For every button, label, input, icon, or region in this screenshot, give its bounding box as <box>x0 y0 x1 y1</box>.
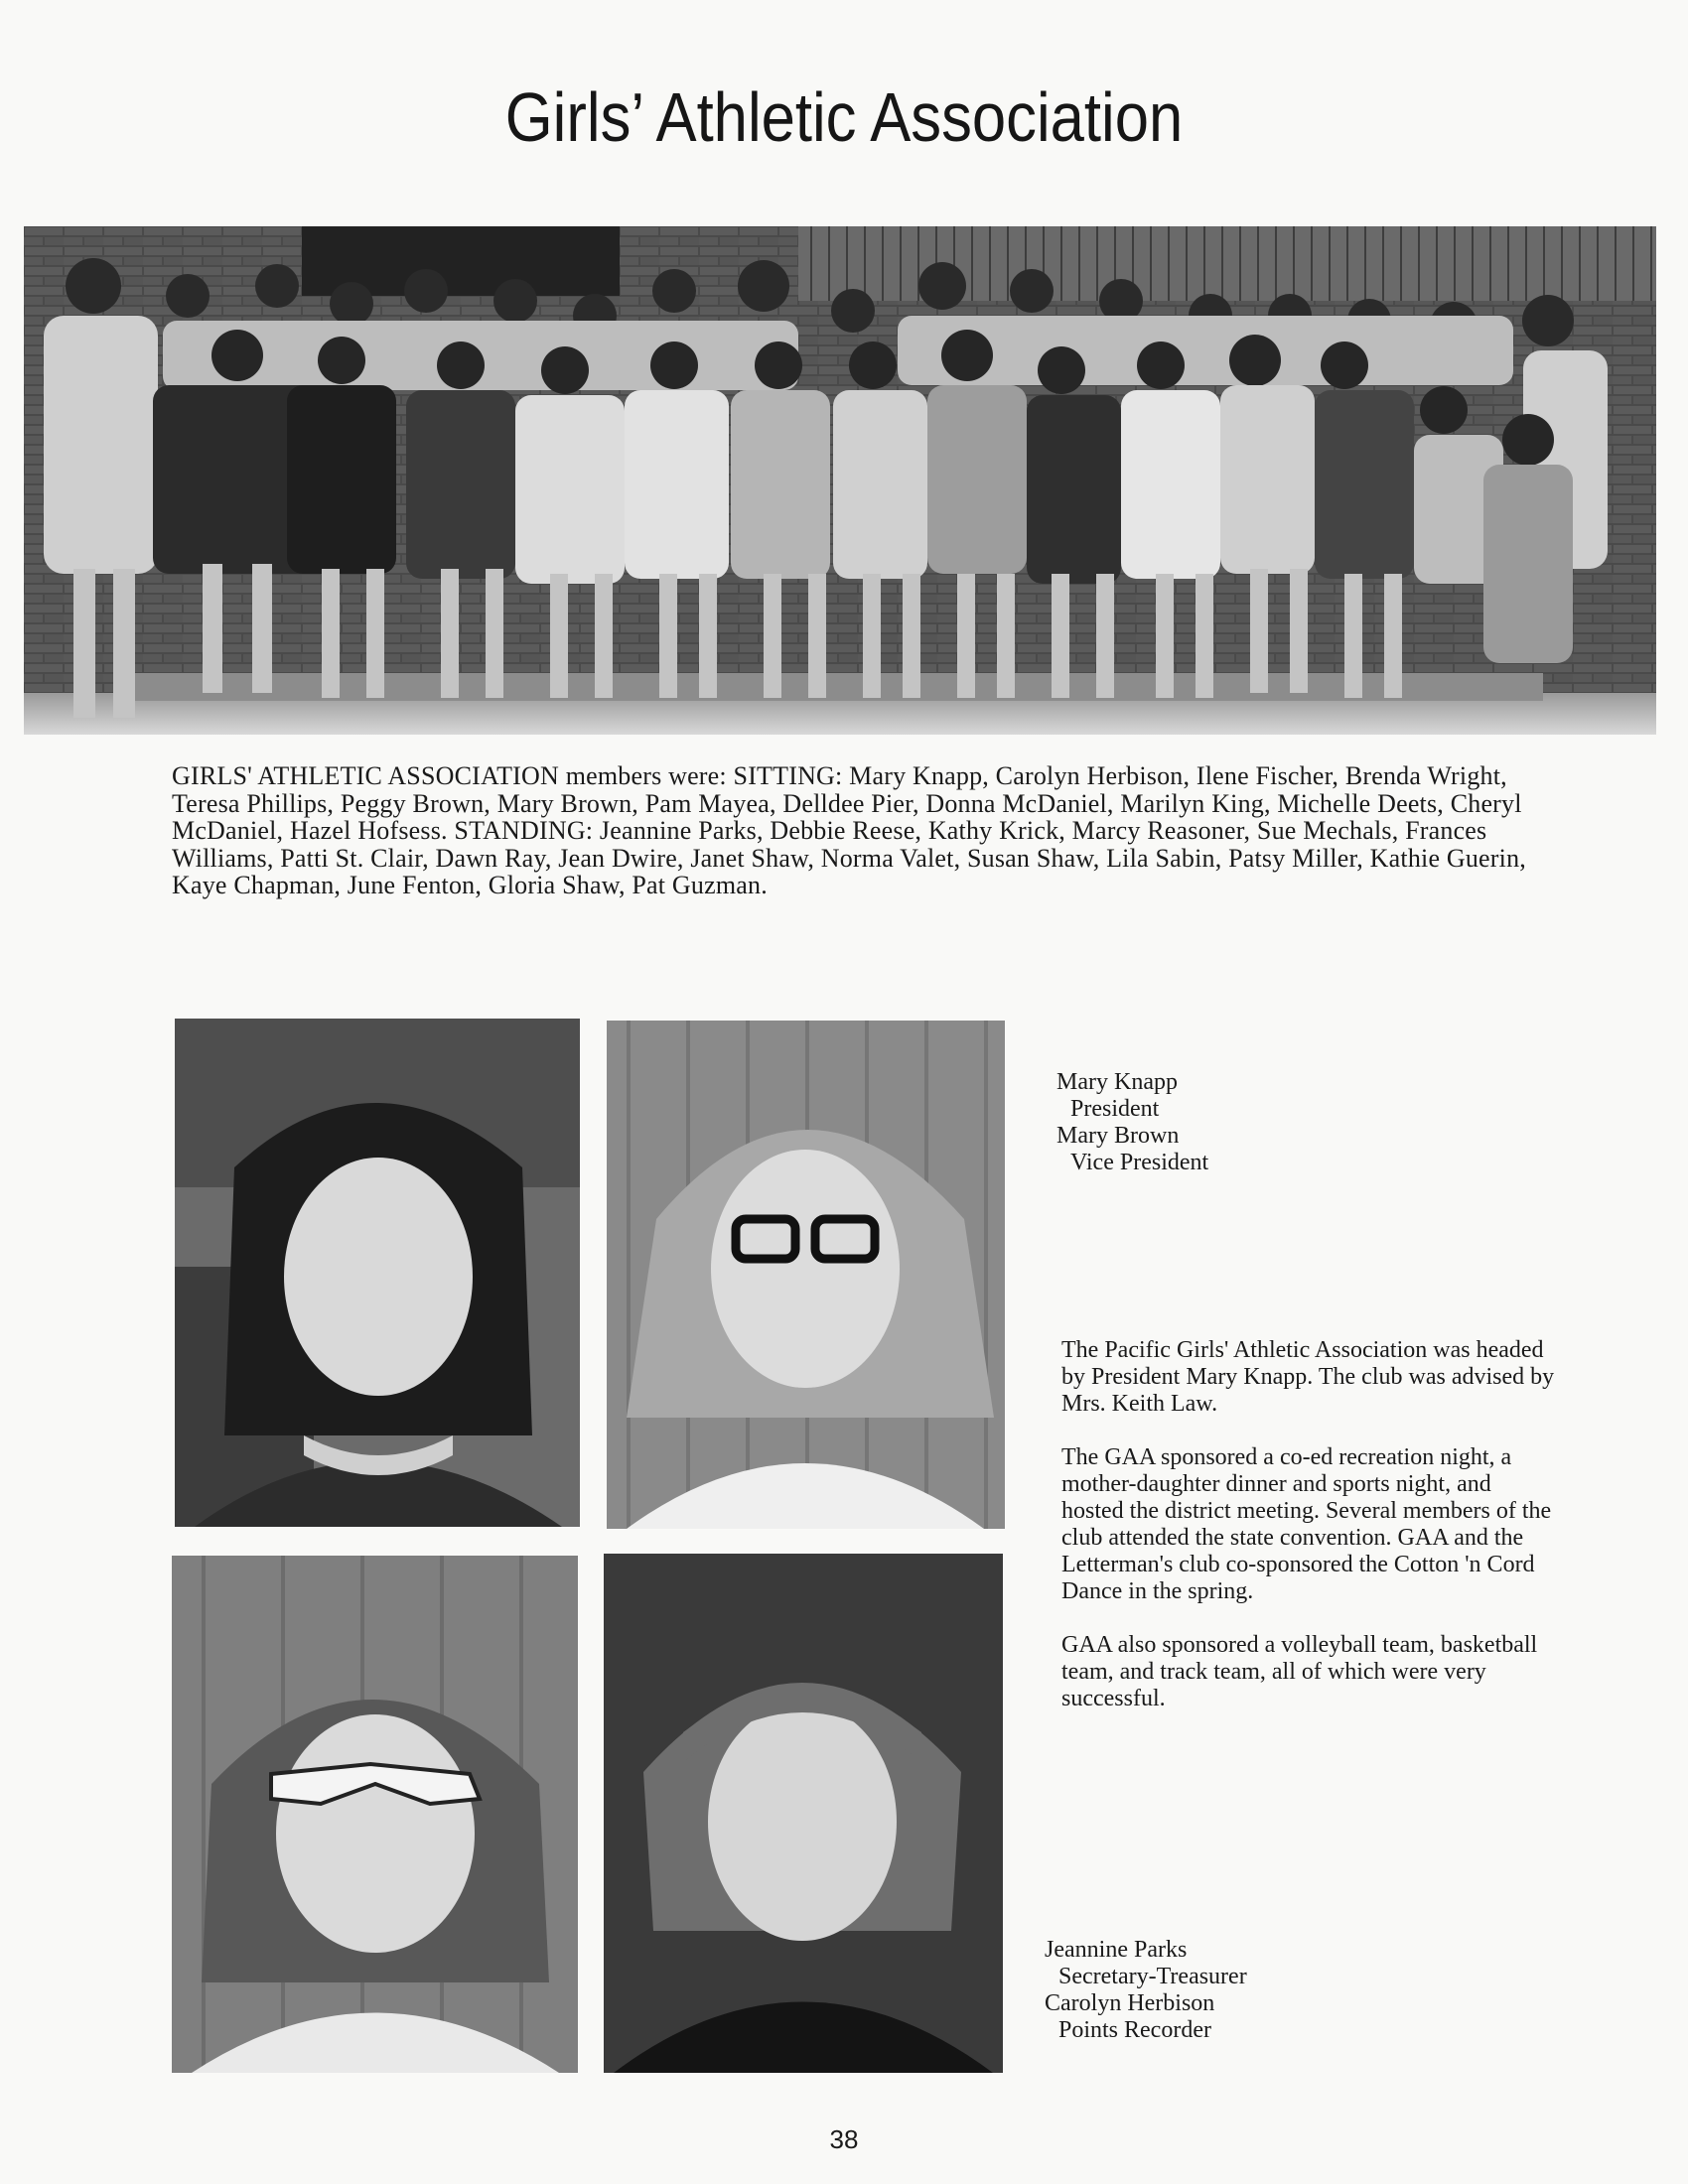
body-paragraph: GAA also sponsored a volleyball team, basketball team, and track team, all of which were very successful. <box>1061 1632 1538 1711</box>
officer-name: Carolyn Herbison <box>1045 1990 1215 2016</box>
group-photo <box>24 226 1656 735</box>
article-body <box>1061 1337 1558 1739</box>
portrait-mary-brown <box>607 1021 1005 1529</box>
officer-name: Mary Brown <box>1056 1123 1180 1149</box>
officer-name: Mary Knapp <box>1056 1069 1178 1095</box>
officer-role: President <box>1070 1096 1160 1122</box>
page-number: 38 <box>829 2124 859 2154</box>
officer-role: Secretary-Treasurer <box>1058 1964 1247 1989</box>
officer-role: Points Recorder <box>1058 2017 1211 2043</box>
officers-bottom-caption <box>1045 1937 1247 2044</box>
portrait-mary-knapp <box>175 1019 580 1527</box>
body-paragraph: The GAA sponsored a co-ed recreation night, a mother-daughter dinner and sports night, and hosted the district meeting. Several members of the club attended the state convention. GAA and the Letterman's club co-sponsored the Cotton 'n Cord Dance in the spring. <box>1061 1444 1552 1604</box>
portrait-carolyn-herbison <box>604 1554 1003 2073</box>
body-paragraph: The Pacific Girls' Athletic Association was headed by President Mary Knapp. The club was advised by Mrs. Keith Law. <box>1061 1337 1555 1417</box>
page-title: Girls’ Athletic Association <box>504 78 1184 156</box>
group-photo-caption: GIRLS' ATHLETIC ASSOCIATION members were: SITTING: Mary Knapp, Carolyn Herbison, Ilene Fischer, Brenda Wright, Teresa Phillips, Peggy Brown, Mary Brown, Pam Mayea, Delldee Pier, Donna McDaniel, Marilyn King, Michelle Deets, Cheryl McDaniel, Hazel Hofsess. STANDING: Jeannine Parks, Debbie Reese, Kathy Krick, Marcy Reasoner, Sue Mechals, Frances Williams, Patti St. Clair, Dawn Ray, Jean Dwire, Janet Shaw, Norma Valet, Susan Shaw, Lila Sabin, Patsy Miller, Kathie Guerin, Kaye Chapman, June Fenton, Gloria Shaw, Pat Guzman. <box>172 761 1526 899</box>
portrait-jeannine-parks <box>172 1556 578 2073</box>
officers-top-caption <box>1056 1069 1208 1176</box>
officer-name: Jeannine Parks <box>1045 1937 1188 1963</box>
officer-role: Vice President <box>1070 1150 1209 1175</box>
